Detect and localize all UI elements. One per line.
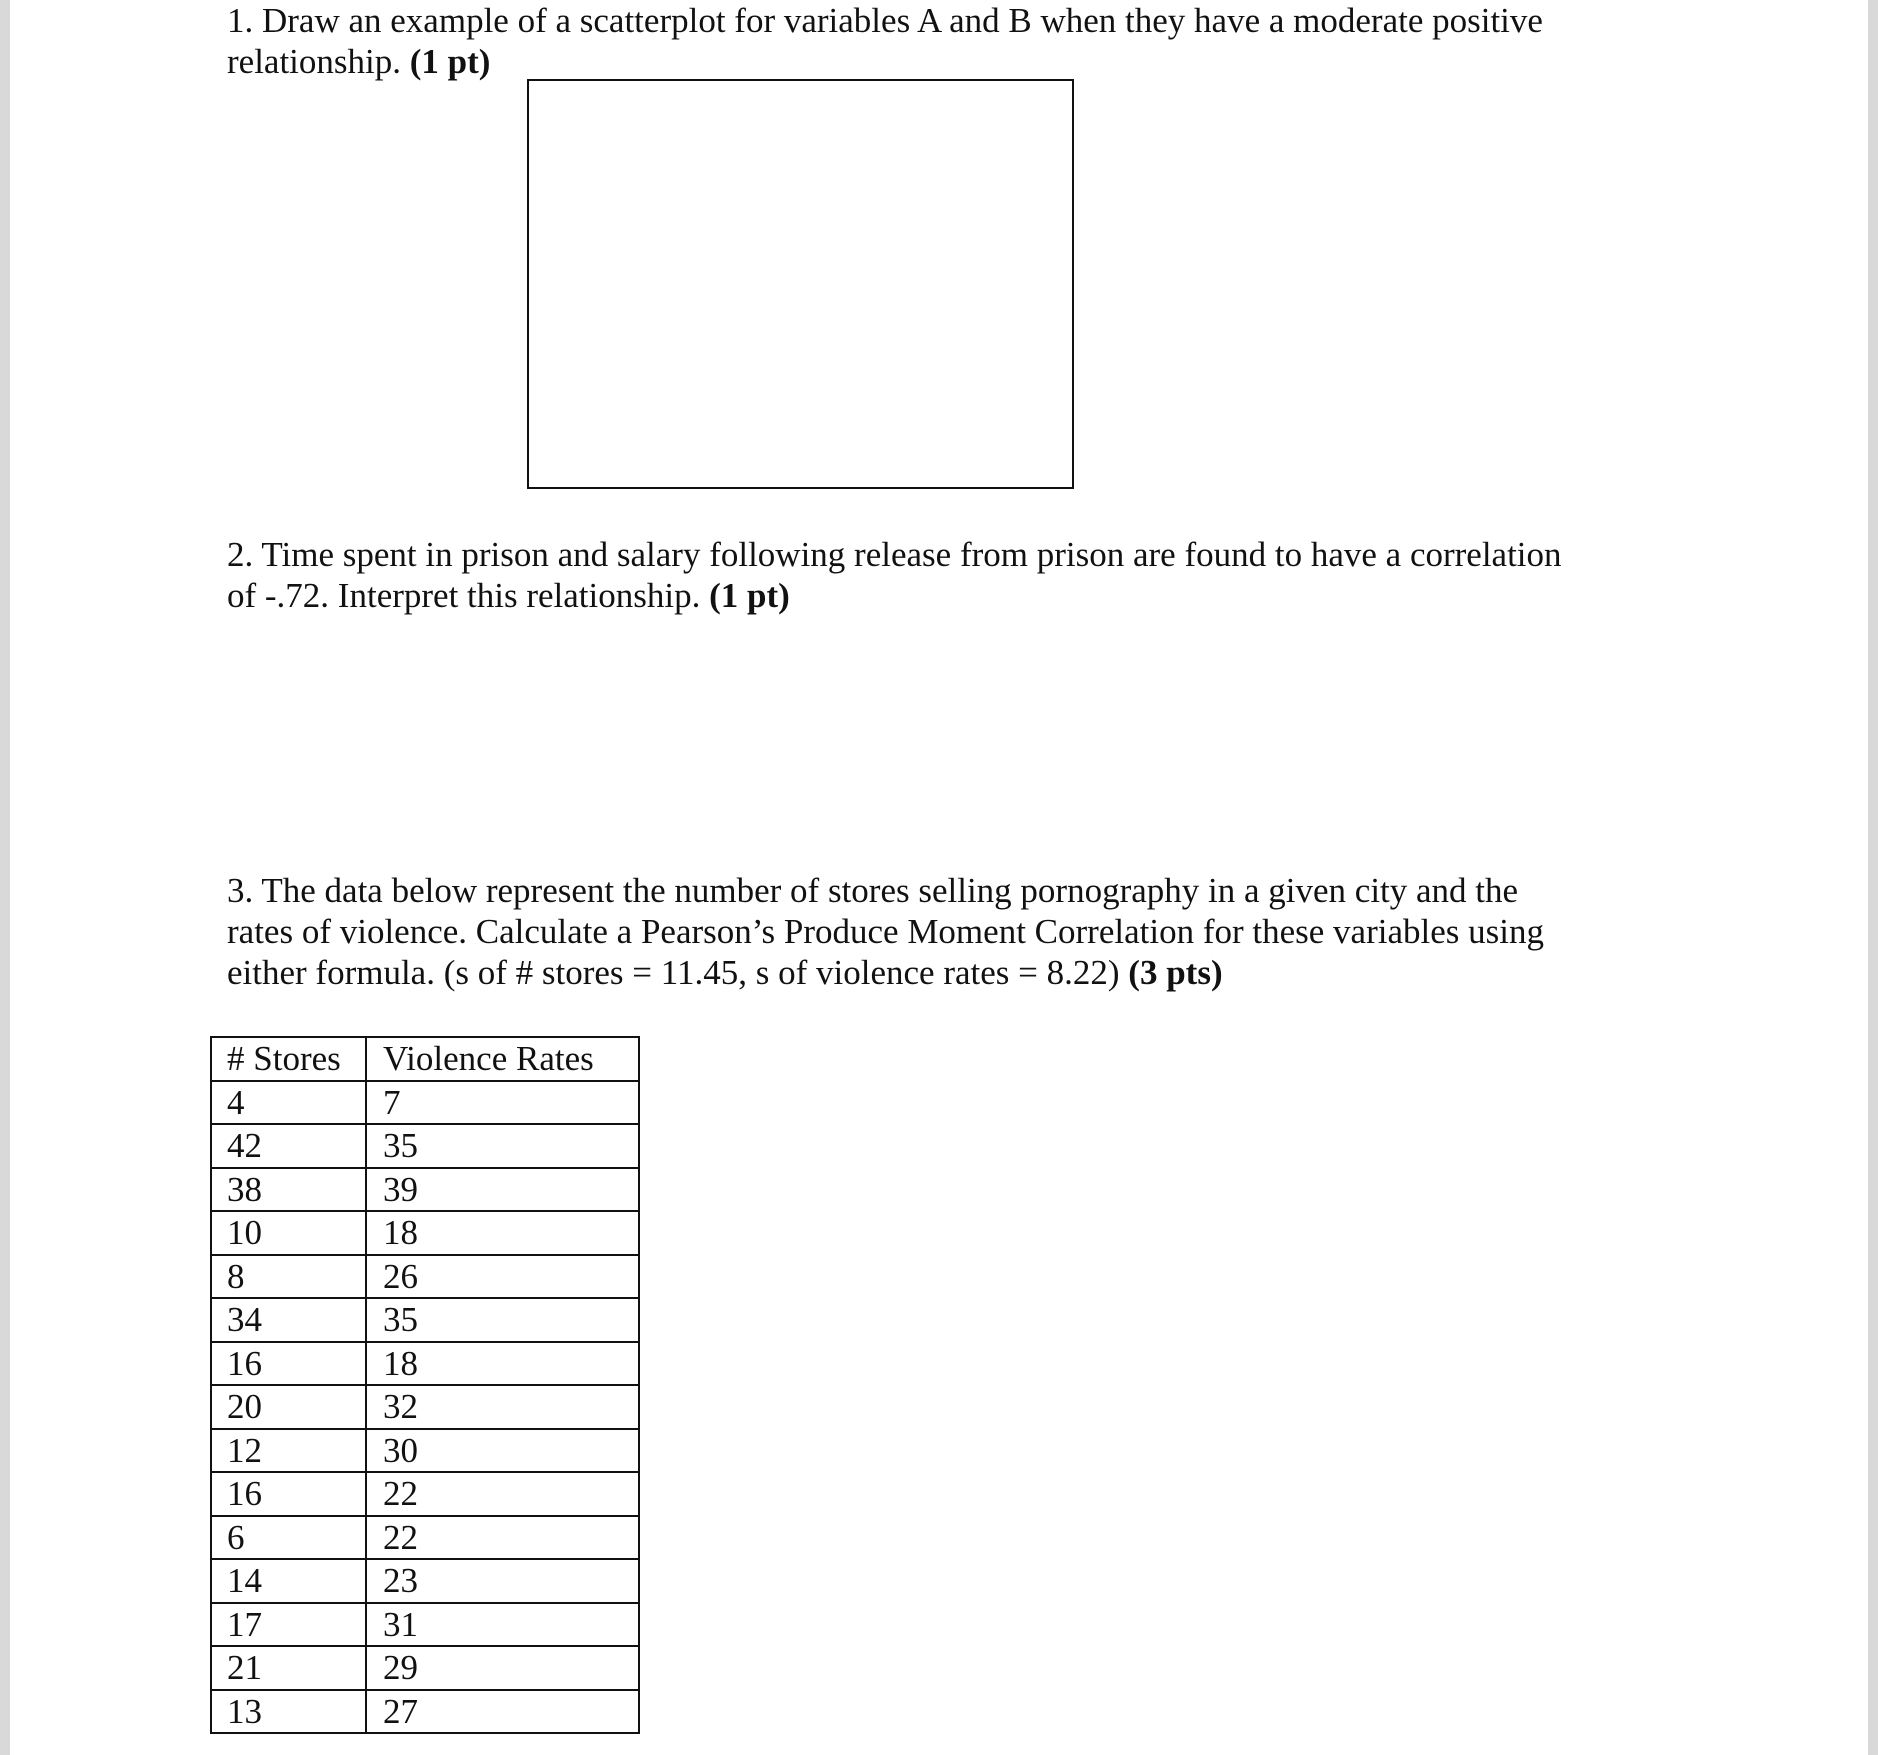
question-1-line-2-text: relationship.: [227, 42, 410, 81]
question-3-line-3-text: either formula. (s of # stores = 11.45, s of violence rates = 8.22): [227, 953, 1129, 992]
table-row: [211, 1603, 639, 1647]
question-2-points: (1 pt): [709, 576, 790, 615]
cell-stores: 16: [211, 1342, 366, 1386]
question-3-line-3: [227, 952, 1544, 993]
cell-violence-rate: 23: [366, 1559, 639, 1603]
question-1-line-1: 1. Draw an example of a scatterplot for variables A and B when they have a moderate positive: [227, 1, 1543, 40]
cell-violence-rate: 26: [366, 1255, 639, 1299]
cell-violence-rate: 32: [366, 1385, 639, 1429]
table-body: [211, 1081, 639, 1734]
header-violence-rates: Violence Rates: [366, 1037, 639, 1081]
question-3-line-1: 3. The data below represent the number of stores selling pornography in a given city and the: [227, 871, 1519, 910]
table-header-row: [211, 1037, 639, 1081]
cell-stores: 6: [211, 1516, 366, 1560]
table-row: [211, 1298, 639, 1342]
cell-stores: 10: [211, 1211, 366, 1255]
table-row: [211, 1429, 639, 1473]
question-3-line-2: rates of violence. Calculate a Pearson’s Produce Moment Correlation for these variables using: [227, 912, 1544, 951]
header-stores: # Stores: [211, 1037, 366, 1081]
cell-stores: 38: [211, 1168, 366, 1212]
table-row: [211, 1385, 639, 1429]
question-2-line-2-text: of -.72. Interpret this relationship.: [227, 576, 710, 615]
table-row: [211, 1559, 639, 1603]
question-3: [227, 870, 1544, 993]
question-1-line-2: [227, 41, 1543, 82]
table-row: [211, 1646, 639, 1690]
question-3-points: (3 pts): [1128, 953, 1223, 992]
question-2: [227, 534, 1562, 616]
table-row: [211, 1690, 639, 1734]
cell-violence-rate: 35: [366, 1124, 639, 1168]
table-row: [211, 1081, 639, 1125]
cell-violence-rate: 7: [366, 1081, 639, 1125]
cell-violence-rate: 29: [366, 1646, 639, 1690]
table-row: [211, 1472, 639, 1516]
cell-stores: 20: [211, 1385, 366, 1429]
cell-stores: 8: [211, 1255, 366, 1299]
cell-violence-rate: 22: [366, 1472, 639, 1516]
table-row: [211, 1342, 639, 1386]
cell-violence-rate: 35: [366, 1298, 639, 1342]
scatterplot-drawing-box[interactable]: [527, 79, 1074, 489]
cell-stores: 34: [211, 1298, 366, 1342]
table-row: [211, 1168, 639, 1212]
question-2-line-2: [227, 575, 1562, 616]
question-1: [227, 0, 1543, 82]
stores-violence-table: [210, 1036, 640, 1734]
cell-stores: 13: [211, 1690, 366, 1734]
cell-violence-rate: 27: [366, 1690, 639, 1734]
table-row: [211, 1211, 639, 1255]
question-1-points: (1 pt): [409, 42, 491, 81]
cell-violence-rate: 39: [366, 1168, 639, 1212]
cell-violence-rate: 30: [366, 1429, 639, 1473]
cell-stores: 17: [211, 1603, 366, 1647]
table-row: [211, 1255, 639, 1299]
table-row: [211, 1516, 639, 1560]
cell-violence-rate: 22: [366, 1516, 639, 1560]
question-2-line-1: 2. Time spent in prison and salary following release from prison are found to have a correlation: [227, 535, 1562, 574]
cell-stores: 16: [211, 1472, 366, 1516]
cell-stores: 21: [211, 1646, 366, 1690]
cell-stores: 12: [211, 1429, 366, 1473]
cell-stores: 14: [211, 1559, 366, 1603]
cell-stores: 42: [211, 1124, 366, 1168]
cell-stores: 4: [211, 1081, 366, 1125]
table-row: [211, 1124, 639, 1168]
cell-violence-rate: 18: [366, 1211, 639, 1255]
document-page: [10, 0, 1868, 1755]
cell-violence-rate: 31: [366, 1603, 639, 1647]
cell-violence-rate: 18: [366, 1342, 639, 1386]
